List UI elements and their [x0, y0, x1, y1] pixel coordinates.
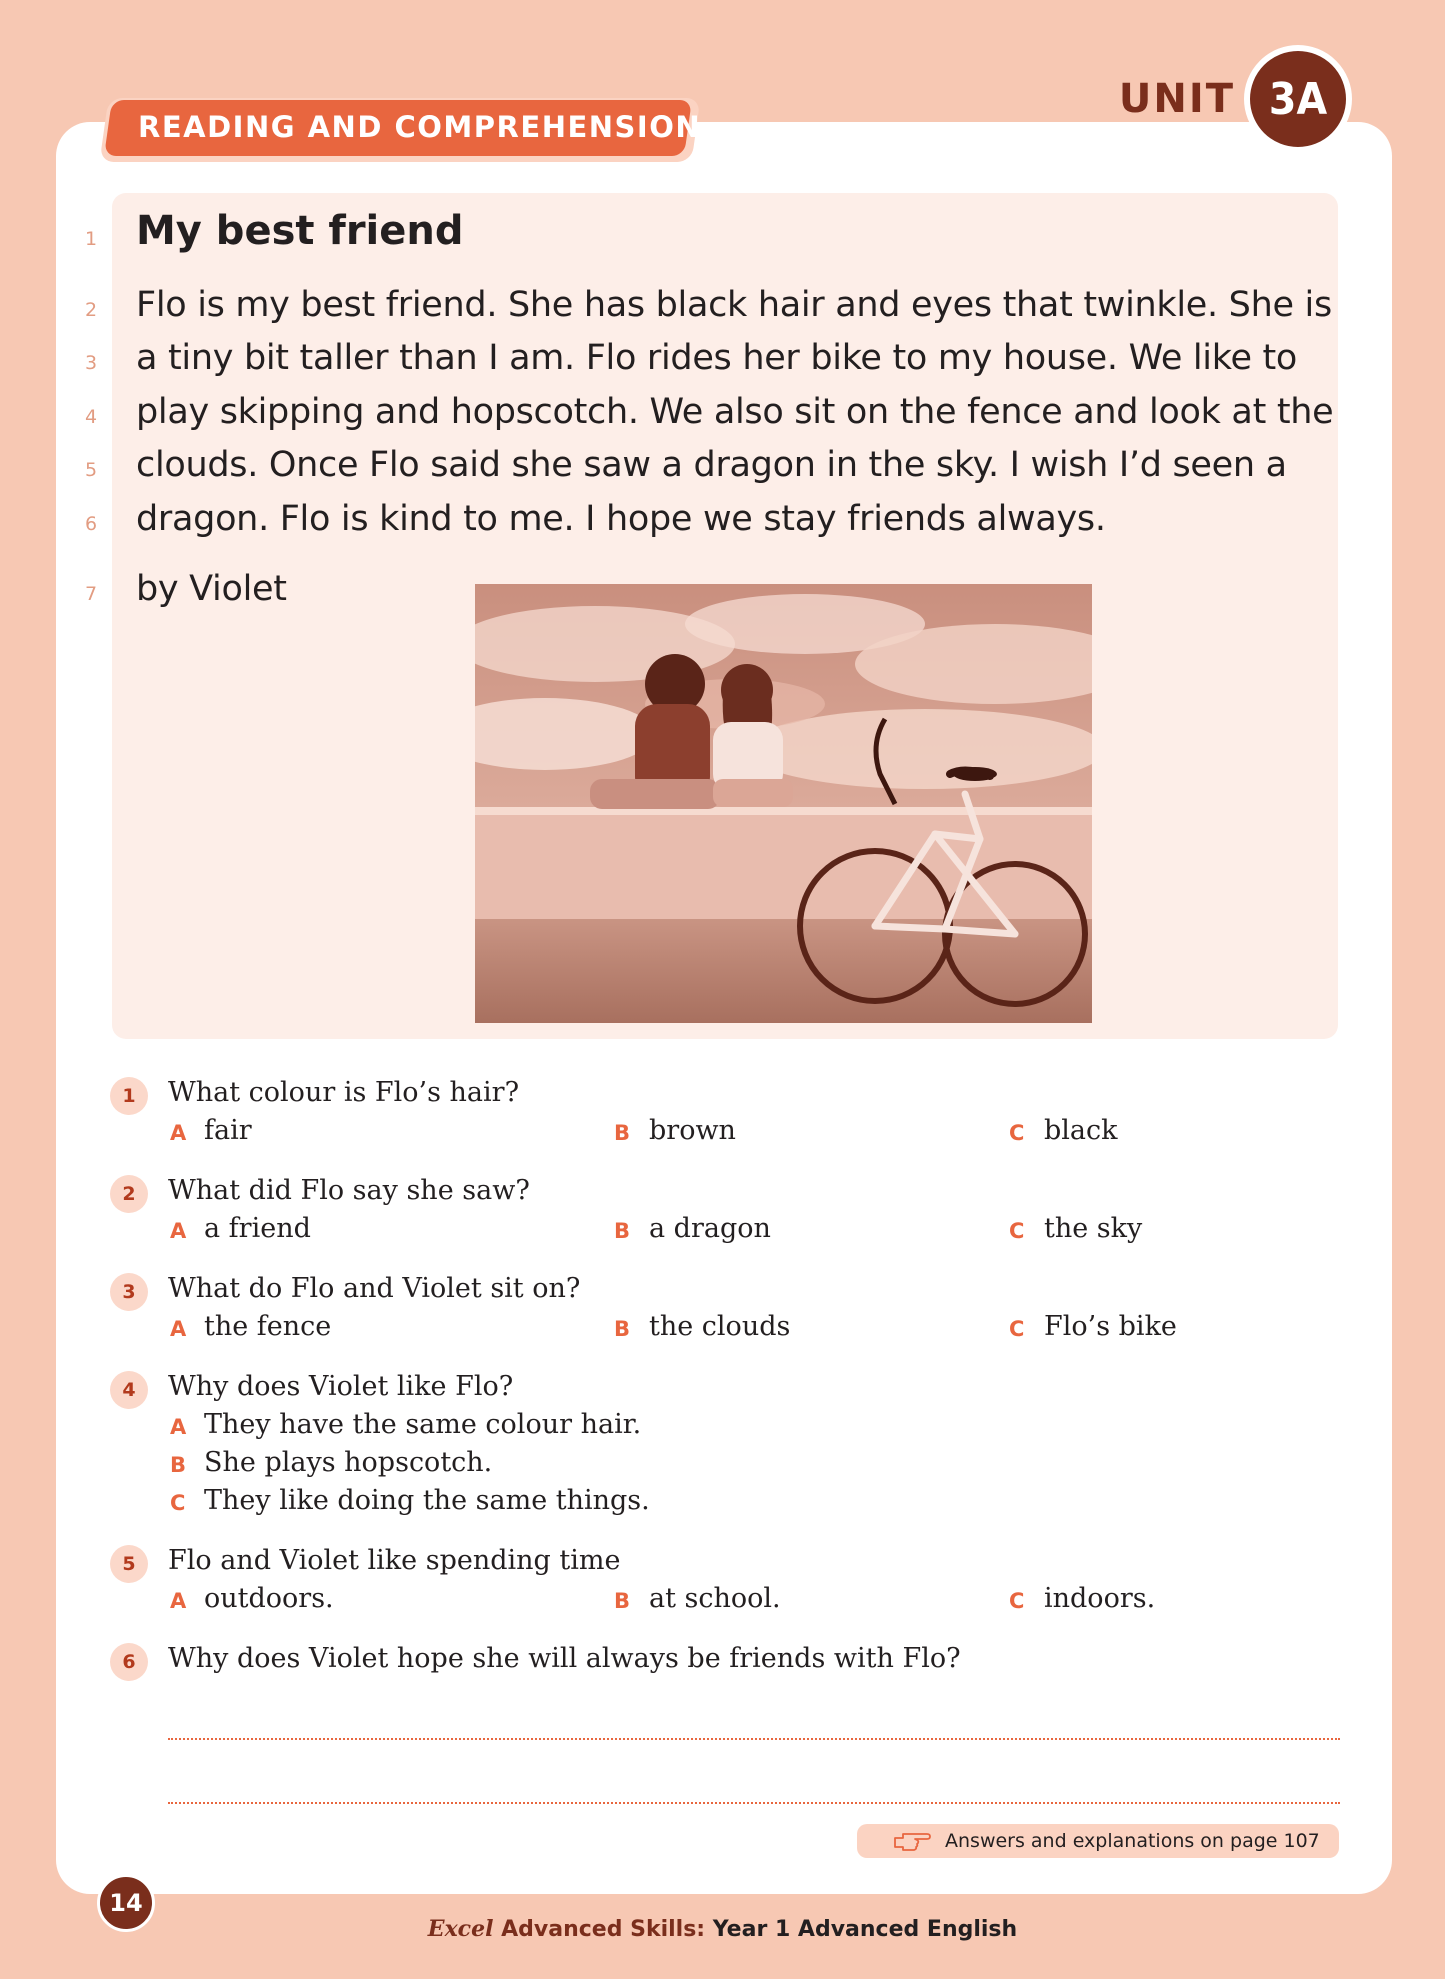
photo-two-girls-with-bike	[475, 584, 1092, 1023]
line-number: 5	[84, 459, 98, 481]
question-number-badge: 5	[110, 1545, 148, 1583]
option-letter: B	[614, 1121, 631, 1145]
line-number: 1	[84, 228, 98, 250]
question-text: Why does Violet hope she will always be friends with Flo?	[168, 1643, 961, 1674]
unit-badge: 3A	[1244, 45, 1352, 153]
passage-line: dragon. Flo is kind to me. I hope we stay friends always.	[136, 499, 1106, 539]
passage-line: a tiny bit taller than I am. Flo rides her bike to my house. We like to	[136, 338, 1298, 378]
option-letter: A	[170, 1219, 187, 1243]
passage-line: clouds. Once Flo said she saw a dragon in the sky. I wish I’d seen a	[136, 445, 1287, 485]
answers-note	[857, 1824, 1339, 1858]
line-number: 7	[84, 583, 98, 605]
question-number-badge: 3	[110, 1273, 148, 1311]
option-text[interactable]: the clouds	[649, 1311, 791, 1342]
passage-title: My best friend	[136, 208, 464, 254]
option-letter: C	[1009, 1121, 1025, 1145]
option-text[interactable]: a dragon	[649, 1213, 771, 1244]
option-letter: C	[1009, 1589, 1025, 1613]
option-letter: A	[170, 1121, 187, 1145]
option-letter: B	[614, 1589, 631, 1613]
hand-pointing-right-icon	[893, 1830, 931, 1852]
question-number-badge: 1	[110, 1077, 148, 1115]
option-text[interactable]: She plays hopscotch.	[204, 1447, 493, 1478]
footer-title	[0, 1916, 1445, 1942]
footer-brand: Excel	[427, 1916, 494, 1942]
page-number: 14	[97, 1874, 155, 1932]
option-text[interactable]: They like doing the same things.	[204, 1485, 650, 1516]
option-letter: B	[170, 1453, 187, 1477]
line-number: 2	[84, 299, 98, 321]
passage-line: play skipping and hopscotch. We also sit on the fence and look at the	[136, 392, 1334, 432]
option-text[interactable]: at school.	[649, 1583, 781, 1614]
line-number: 4	[84, 406, 98, 428]
passage-line: Flo is my best friend. She has black hair and eyes that twinkle. She is	[136, 285, 1332, 325]
option-text[interactable]: Flo’s bike	[1044, 1311, 1177, 1342]
question-number-badge: 6	[110, 1643, 148, 1681]
option-text[interactable]: fair	[204, 1115, 252, 1146]
question-number-badge: 2	[110, 1175, 148, 1213]
option-text[interactable]: the sky	[1044, 1213, 1143, 1244]
question-text: Flo and Violet like spending time	[168, 1545, 621, 1576]
question-text: Why does Violet like Flo?	[168, 1371, 514, 1402]
option-letter: B	[614, 1219, 631, 1243]
question-text: What do Flo and Violet sit on?	[168, 1273, 581, 1304]
option-text[interactable]: brown	[649, 1115, 736, 1146]
footer-series: Advanced Skills:	[501, 1917, 706, 1942]
question-text: What colour is Flo’s hair?	[168, 1077, 520, 1108]
option-text[interactable]: the fence	[204, 1311, 332, 1342]
unit-label: UNIT	[1118, 76, 1235, 122]
option-letter: A	[170, 1317, 187, 1341]
option-letter: C	[170, 1491, 186, 1515]
option-text[interactable]: a friend	[204, 1213, 311, 1244]
footer-book-title: Year 1 Advanced English	[712, 1917, 1018, 1942]
section-title: READING AND COMPREHENSION	[138, 110, 702, 144]
question-number-badge: 4	[110, 1371, 148, 1409]
option-letter: B	[614, 1317, 631, 1341]
answer-writing-line[interactable]	[168, 1738, 1340, 1740]
option-letter: C	[1009, 1219, 1025, 1243]
line-number: 3	[84, 352, 98, 374]
line-number: 6	[84, 513, 98, 535]
option-letter: C	[1009, 1317, 1025, 1341]
option-letter: A	[170, 1415, 187, 1439]
option-text[interactable]: indoors.	[1044, 1583, 1156, 1614]
option-letter: A	[170, 1589, 187, 1613]
option-text[interactable]: outdoors.	[204, 1583, 334, 1614]
answer-writing-line[interactable]	[168, 1802, 1340, 1804]
option-text[interactable]: black	[1044, 1115, 1118, 1146]
answers-note-text: Answers and explanations on page 107	[945, 1830, 1320, 1852]
question-text: What did Flo say she saw?	[168, 1175, 530, 1206]
option-text[interactable]: They have the same colour hair.	[204, 1409, 642, 1440]
passage-byline: by Violet	[136, 569, 287, 609]
